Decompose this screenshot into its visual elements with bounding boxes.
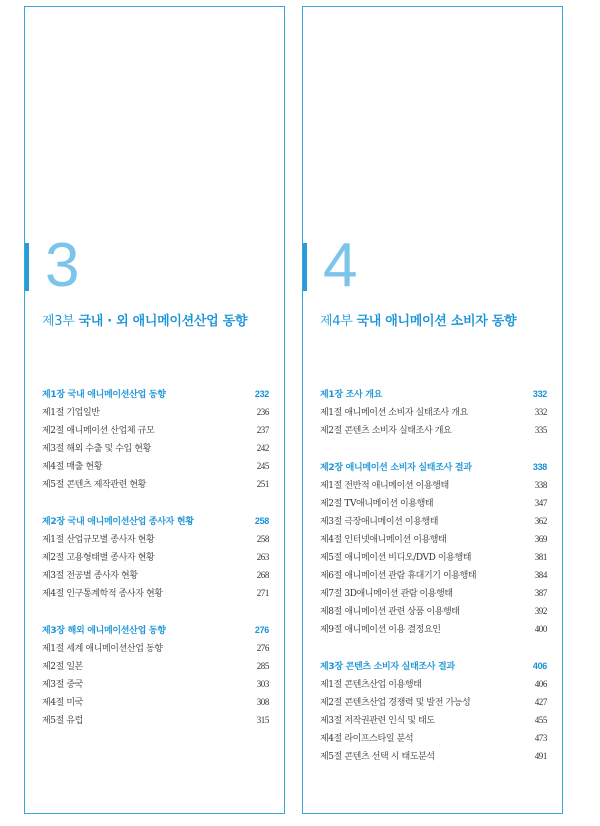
chapter-page-number: 258 [254, 516, 269, 526]
section-row[interactable] [320, 747, 547, 765]
section-title: 제5절 애니메이션 비디오/DVD 이용행태 [320, 553, 472, 563]
chapter-row[interactable] [42, 385, 269, 403]
part-title-text: 국내 애니메이션 소비자 동향 [356, 314, 517, 329]
section-title: 제4절 매출 현황 [42, 462, 103, 472]
part-title-text: 국내 · 외 애니메이션산업 동향 [78, 314, 248, 329]
section-row[interactable] [320, 548, 547, 566]
section-page-number: 335 [534, 425, 547, 435]
section-page-number: 285 [256, 661, 269, 671]
section-title: 제6절 애니메이션 관람 휴대기기 이용행태 [320, 571, 477, 581]
section-page-number: 263 [256, 552, 269, 562]
section-page-number: 303 [256, 679, 269, 689]
section-page-number: 315 [256, 715, 269, 725]
chapter-title: 제2장 국내 애니메이션산업 종사자 현황 [42, 517, 194, 527]
section-page-number: 258 [256, 534, 269, 544]
section-page-number: 237 [256, 425, 269, 435]
section-row[interactable] [320, 494, 547, 512]
chapter-title: 제1장 조사 개요 [320, 390, 382, 400]
section-row[interactable] [42, 439, 269, 457]
section-row[interactable] [42, 584, 269, 602]
section-title: 제3절 중국 [42, 680, 83, 690]
section-row[interactable] [42, 475, 269, 493]
chapter-title: 제3장 콘텐츠 소비자 실태조사 결과 [320, 662, 455, 672]
part-accent-bar [303, 243, 307, 291]
section-title: 제3절 저작권관련 인식 및 태도 [320, 716, 435, 726]
section-page-number: 245 [256, 461, 269, 471]
chapter-page-number: 276 [254, 625, 269, 635]
section-page-number: 392 [534, 606, 547, 616]
section-page-number: 387 [534, 588, 547, 598]
section-page-number: 251 [256, 479, 269, 489]
section-row[interactable] [42, 530, 269, 548]
section-row[interactable] [320, 512, 547, 530]
section-row[interactable] [320, 693, 547, 711]
section-title: 제2절 애니메이션 산업체 규모 [42, 426, 155, 436]
section-page-number: 369 [534, 534, 547, 544]
section-page-number: 332 [534, 407, 547, 417]
chapter-page-number: 338 [532, 462, 547, 472]
section-title: 제3절 극장애니메이션 이용행태 [320, 517, 439, 527]
section-title: 제4절 미국 [42, 698, 83, 708]
section-title: 제2절 TV애니메이션 이용행태 [320, 499, 434, 509]
section-page-number: 427 [534, 697, 547, 707]
section-row[interactable] [42, 657, 269, 675]
section-title: 제1절 콘텐츠산업 이용행태 [320, 680, 422, 690]
section-page-number: 338 [534, 480, 547, 490]
left-toc-page [24, 6, 285, 814]
section-title: 제4절 인터넷애니메이션 이용행태 [320, 535, 447, 545]
section-row[interactable] [320, 530, 547, 548]
section-page-number: 271 [256, 588, 269, 598]
chapter-row[interactable] [320, 458, 547, 476]
section-row[interactable] [320, 602, 547, 620]
section-row[interactable] [42, 693, 269, 711]
section-page-number: 381 [534, 552, 547, 562]
section-title: 제1절 전반적 애니메이션 이용행태 [320, 481, 449, 491]
section-title: 제3절 전공별 종사자 현황 [42, 571, 138, 581]
section-title: 제8절 애니메이션 관련 상품 이용행태 [320, 607, 460, 617]
section-title: 제9절 애니메이션 이용 결정요인 [320, 625, 441, 635]
section-page-number: 308 [256, 697, 269, 707]
section-row[interactable] [320, 566, 547, 584]
section-page-number: 473 [534, 733, 547, 743]
section-title: 제5절 콘텐츠 제작관련 현황 [42, 480, 146, 490]
chapter-gap [320, 439, 547, 458]
table-of-contents [42, 385, 269, 729]
section-page-number: 276 [256, 643, 269, 653]
section-row[interactable] [42, 711, 269, 729]
section-title: 제5절 콘텐츠 선택 시 태도분석 [320, 752, 435, 762]
section-page-number: 406 [534, 679, 547, 689]
section-row[interactable] [320, 711, 547, 729]
section-page-number: 347 [534, 498, 547, 508]
chapter-page-number: 232 [254, 389, 269, 399]
section-row[interactable] [320, 729, 547, 747]
chapter-page-number: 332 [532, 389, 547, 399]
section-row[interactable] [42, 421, 269, 439]
right-toc-page [302, 6, 563, 814]
chapter-row[interactable] [320, 657, 547, 675]
section-title: 제2절 고용형태별 종사자 현황 [42, 553, 155, 563]
section-title: 제2절 콘텐츠산업 경쟁력 및 발전 가능성 [320, 698, 471, 708]
chapter-title: 제1장 국내 애니메이션산업 동향 [42, 390, 166, 400]
section-row[interactable] [42, 675, 269, 693]
section-title: 제5절 유럽 [42, 716, 83, 726]
part-label: 제4부 [320, 314, 353, 329]
part-number: 3 [45, 231, 80, 300]
section-page-number: 236 [256, 407, 269, 417]
chapter-title: 제2장 애니메이션 소비자 실태조사 결과 [320, 463, 472, 473]
section-page-number: 400 [534, 624, 547, 634]
chapter-page-number: 406 [532, 661, 547, 671]
chapter-row[interactable] [320, 385, 547, 403]
section-page-number: 242 [256, 443, 269, 453]
section-page-number: 268 [256, 570, 269, 580]
section-title: 제1절 애니메이션 소비자 실태조사 개요 [320, 408, 468, 418]
section-row[interactable] [320, 584, 547, 602]
section-title: 제7절 3D애니메이션 관람 이용행태 [320, 589, 453, 599]
part-accent-bar [25, 243, 29, 291]
part-number: 4 [323, 231, 358, 300]
section-title: 제4절 라이프스타일 분석 [320, 734, 414, 744]
chapter-gap [42, 602, 269, 621]
section-row[interactable] [42, 403, 269, 421]
chapter-gap [42, 493, 269, 512]
section-row[interactable] [320, 675, 547, 693]
section-title: 제4절 인구통계학적 종사자 현황 [42, 589, 163, 599]
section-page-number: 362 [534, 516, 547, 526]
chapter-row[interactable] [42, 621, 269, 639]
section-title: 제2절 콘텐츠 소비자 실태조사 개요 [320, 426, 452, 436]
section-title: 제1절 산업규모별 종사자 현황 [42, 535, 155, 545]
section-row[interactable] [320, 403, 547, 421]
section-title: 제2절 일본 [42, 662, 83, 672]
section-row[interactable] [42, 548, 269, 566]
section-title: 제1절 기업일반 [42, 408, 100, 418]
section-row[interactable] [320, 620, 547, 638]
section-page-number: 455 [534, 715, 547, 725]
table-of-contents [320, 385, 547, 765]
section-page-number: 384 [534, 570, 547, 580]
section-row[interactable] [42, 639, 269, 657]
chapter-gap [320, 638, 547, 657]
part-title [42, 310, 247, 329]
section-row[interactable] [42, 457, 269, 475]
section-row[interactable] [320, 476, 547, 494]
chapter-row[interactable] [42, 512, 269, 530]
section-row[interactable] [320, 421, 547, 439]
section-title: 제1절 세계 애니메이션산업 동향 [42, 644, 163, 654]
section-row[interactable] [42, 566, 269, 584]
section-page-number: 491 [534, 751, 547, 761]
chapter-title: 제3장 해외 애니메이션산업 동향 [42, 626, 166, 636]
part-label: 제3부 [42, 314, 75, 329]
section-title: 제3절 해외 수출 및 수입 현황 [42, 444, 151, 454]
part-title [320, 310, 516, 329]
